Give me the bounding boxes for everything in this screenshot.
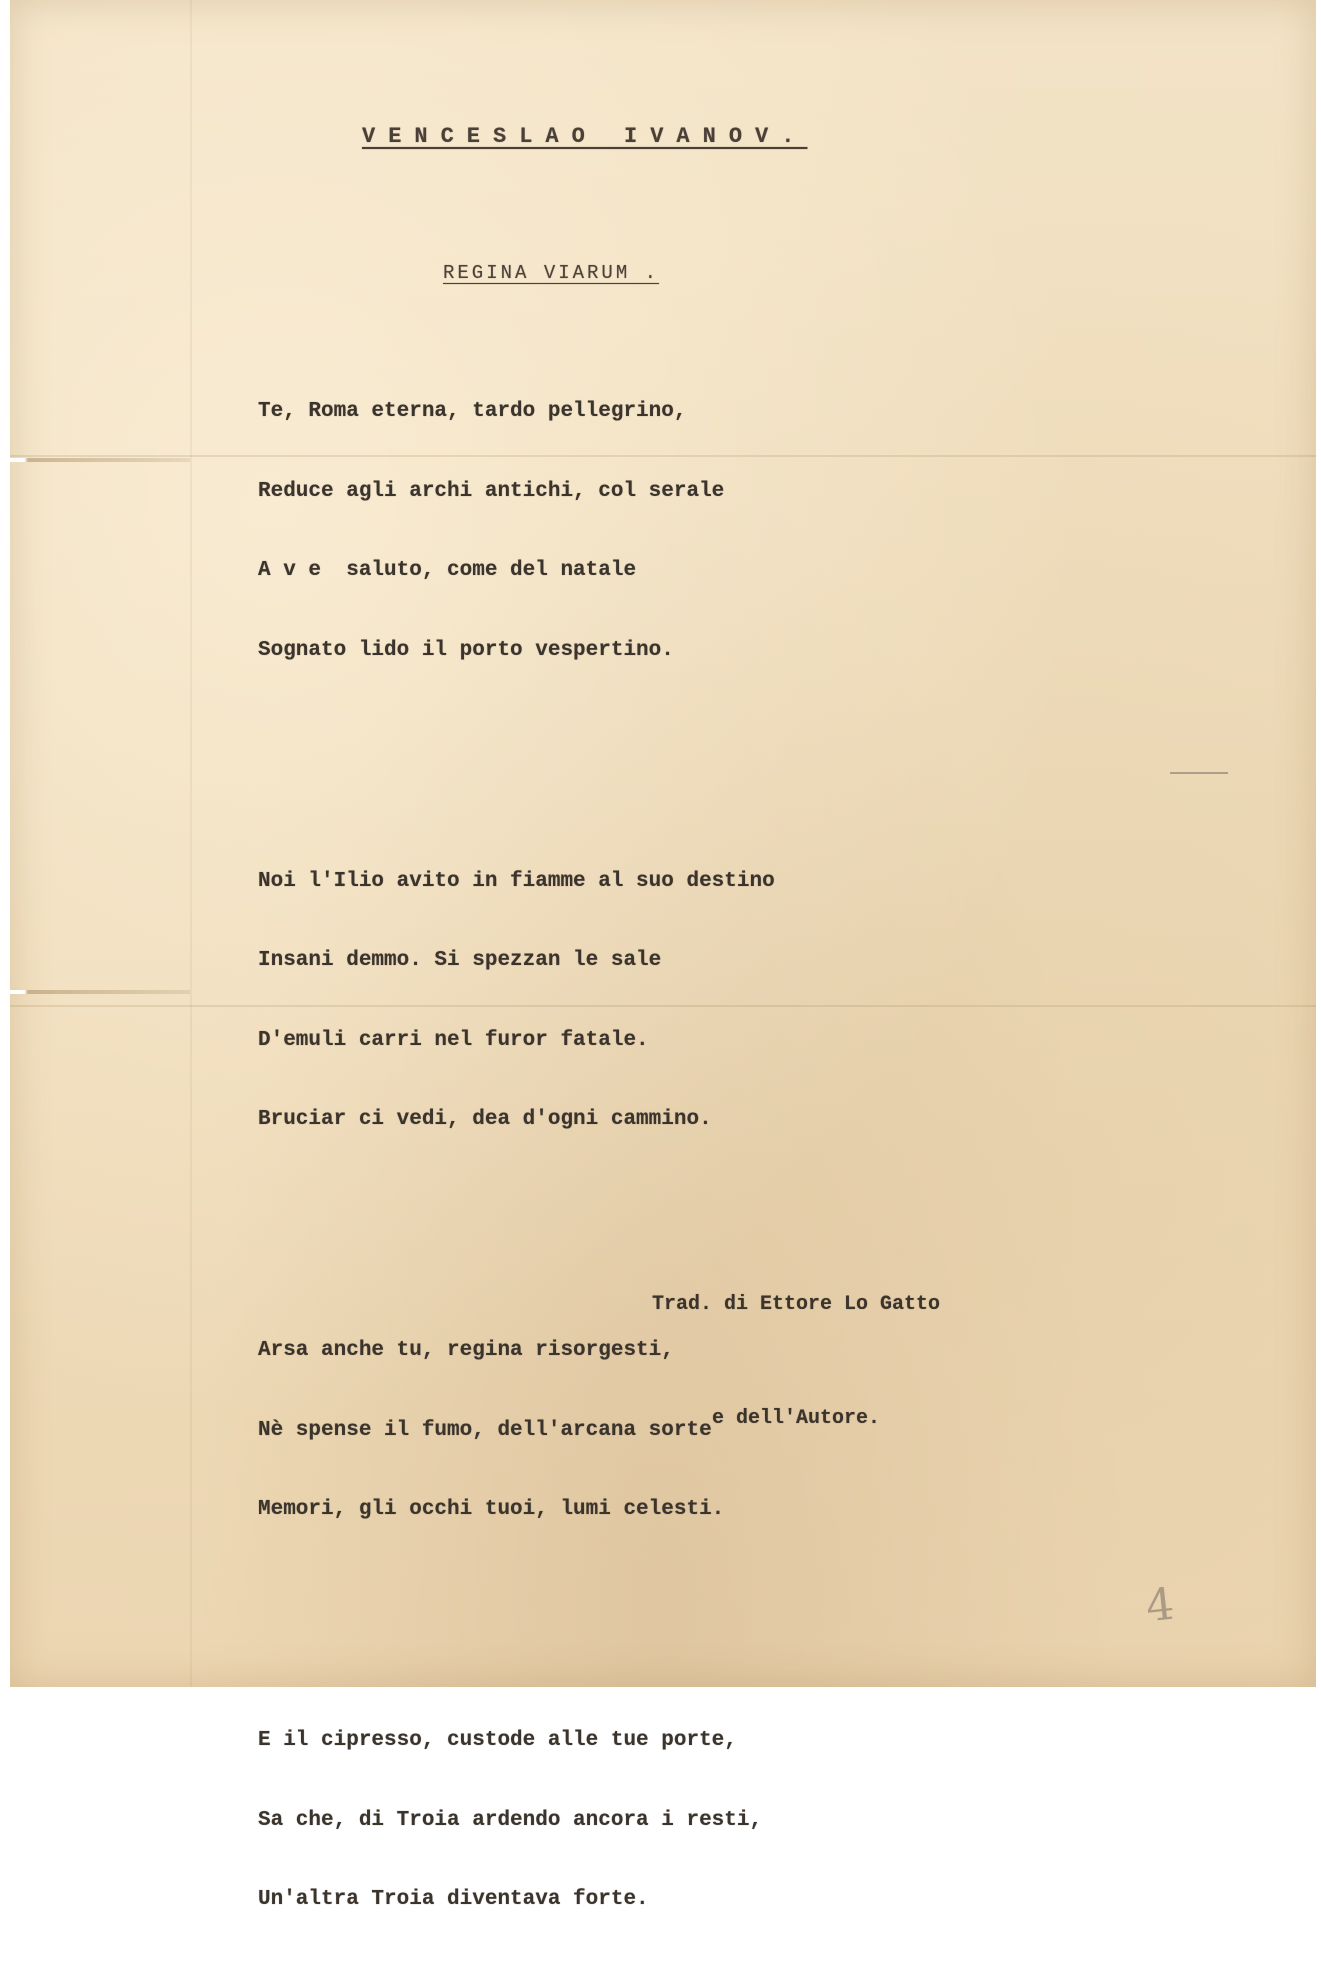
poem-line: Te, Roma eterna, tardo pellegrino, [258,400,687,423]
poem-line: Arsa anche tu, regina risorgesti, [258,1339,674,1362]
pencil-dash [1170,772,1228,774]
poem-line: Nè spense il fumo, dell'arcana sorte [258,1418,712,1442]
poem-title: REGINA VIARUM . [443,262,660,284]
poem-line: Memori, gli occhi tuoi, lumi celesti. [258,1498,725,1521]
poem-line: Sognato lido il porto vespertino. [258,638,674,662]
paper-tear [10,458,190,462]
poem-line: Reduce agli archi antichi, col serale [258,479,725,503]
credit-line: e dell'Autore. [712,1407,881,1430]
poem-line: A v e saluto, come del natale [258,559,637,582]
poem-body [258,318,775,1976]
poem-line: E il cipresso, custode alle tue porte, [258,1729,737,1752]
poem-line: Sa che, di Troia ardendo ancora i resti, [258,1808,763,1832]
credit-line: Trad. di Ettore Lo Gatto [652,1293,941,1316]
paper-crease [190,0,192,1687]
poem-line: Noi l'Ilio avito in fiamme al suo destino [258,869,775,893]
poem-line: Un'altra Troia diventava forte. [258,1888,649,1911]
poem-line: D'emuli carri nel furor fatale. [258,1028,649,1052]
stanza [258,354,775,708]
paper-tear [10,990,190,994]
stanza [258,1683,775,1958]
author-heading: VENCESLAO IVANOV. [362,124,808,149]
poem-line: Insani demmo. Si spezzan le sale [258,949,662,972]
pencil-page-number: 4 [1143,1578,1177,1633]
poem-line: Bruciar ci vedi, dea d'ogni cammino. [258,1108,712,1131]
translator-credit [652,1210,940,1476]
stanza [258,824,775,1178]
